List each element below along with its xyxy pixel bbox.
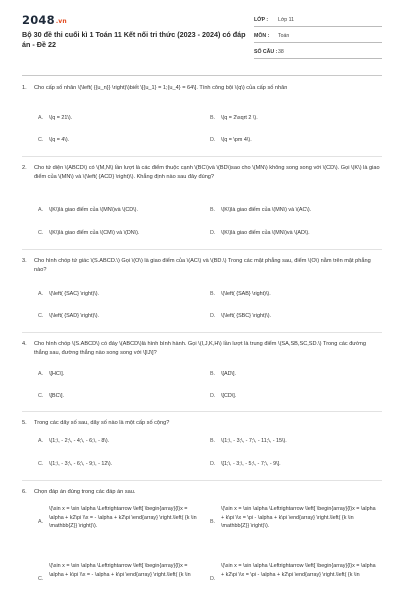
question-stem: Trong các dãy số sau, dãy số nào là một cấp số cộng? <box>34 420 170 426</box>
question-stem: Chọn đáp án đúng trong các đáp án sau. <box>34 489 136 495</box>
question-stem: Cho cấp số nhân \(\left( {{u_n}} \right)\)biết \[{u_1} = 1;{u_4} = 64\]. Tính công bội \(q\) của cấp số nhân <box>34 85 288 91</box>
exam-meta <box>254 13 382 61</box>
site-logo[interactable]: 2048.vn <box>22 13 67 27</box>
question-separator <box>22 480 382 481</box>
question-stem: Cho tứ diện \(ABCD\) có \(M,N\) lần lượt là các điểm thuộc cạnh \(BC\)và \(BD\)sao cho \(MN\) không song song với \(CD\). Gọi \(K\) là giao điểm của \(MN\) và \(\left( {ACD} \right)\). Khẳng định nào sau đây đúng? <box>34 165 380 180</box>
meta-subject: MÔN : Toán <box>254 29 382 45</box>
exam-page: 2048.vn Bộ 30 đề thi cuối kì 1 Toán 11 Kết nối tri thức (2023 - 2024) có đáp án - Đề 22 LỚP : Lớp 11 MÔN : Toán SỐ CÂU : 38 1. Cho cấp số nhân \(\left( {{u_n}} \right)\)biết \[{u_1} = 1;{u_4} = 64\]. Tính công bội \(q\) của cấp số nhân A. \(q = 21\). B. \(q = 2\sqrt 2 \). C. \(q = 4\). D. \(q = \pm 4\). 2. Cho tứ diện \(ABCD\) có \(M,N\) lần lượt là các điểm thuộc cạnh \(BC\)và \(BD\)sao cho \(MN\) không song song với \(CD\). Gọi \(K\) là giao điểm của \(MN\) và \(\left( {ACD} \right)\). Khẳng định nào sau đây đúng? A. \(K\)là giao điểm của \(MN\)và \(CD\). B. \(K\)là giao điểm của \(MN\) và \(AC\). C. \(K\)là giao điểm của \(CM\) và \(DN\). D. \(K\)là giao điểm của \(MN\)và \(AD\). 3. Cho hình chóp tứ giác \(S.ABCD.\) Gọi \(O\) là giao điểm của \(AC\) và \(BD.\) Trong các mặt phẳng sau, điểm \(O\) nằm trên mặt phẳng nào? A. \(\left( {SAC} \right)\). B. \(\left( {SAB} \right)\). C. \(\left( {SAD} \right)\). D. \(\left( {SBC} \right)\). 4. Cho hình chóp \(S.ABCD\) có đáy \(ABCD\)là hình bình hành. Gọi \(I,J,K,H\) lần lượt là trung điểm \(SA,SB,SC,SD.\) Trong các đường thẳng sau, đường thẳng nào song song với \[IJ\]? A. \[HC\]. B. \[AD\]. C. \[BC\]. D. \[CD\]. 5. Trong các dãy số sau, dãy số nào là một cấp số cộng? A. \(1;\, - 2;\, - 4;\, - 6;\, - 8\). B. \(1;\, - 3;\, - 7;\, - 11;\, - 15\). C. \(1;\, - 3;\, - 6;\, - 9;\, - 12\). D. \[1;\, - 3;\, - 5;\, - 7;\, - 9\]. 6. Chọn đáp án đúng trong các đáp án sau. A. \(\sin x = \sin \alpha \Leftrightarrow \left[ \begin{array}{l}x = \alpha + k2\pi \\x = - \alpha + k2\pi \end{array} \right.\left( {k \in \mathbb{Z}} \right)\). B. \(\sin x = \sin \alpha \Leftrightarrow \left[ \begin{array}{l}x = \alpha + k\pi \\x = \pi - \alpha + k\pi \end{array} \right.\left( {k \in \mathbb{Z}} \right)\). C. \(\sin x = \sin \alpha \Leftrightarrow \left[ \begin{array}{l}x = \alpha + k\pi \\x = - \alpha + k\pi \end{array} \right.\left( {k \in D. \(\sin x = \sin \alpha \Leftrightarrow \left[ \begin{array}{l}x = \alpha + k2\pi \\x = \pi - \alpha + k2\pi \end{array} \right.\left( {k \in <box>0 0 400 600</box>
meta-question-count: SỐ CÂU : 38 <box>254 45 382 61</box>
question-stem: Cho hình chóp \(S.ABCD\) có đáy \(ABCD\)là hình bình hành. Gọi \(I,J,K,H\) lần lượt là trung điểm \(SA,SB,SC,SD.\) Trong các đường thẳng sau, đường thẳng nào song song với \[IJ\]? <box>34 341 366 356</box>
question-separator <box>22 156 382 157</box>
question-separator <box>22 332 382 333</box>
question-separator <box>22 411 382 412</box>
question-separator <box>22 249 382 250</box>
header-divider <box>22 75 382 76</box>
question-stem: Cho hình chóp tứ giác \(S.ABCD.\) Gọi \(O\) là giao điểm của \(AC\) và \(BD.\) Trong các mặt phẳng sau, điểm \(O\) nằm trên mặt phẳng nào? <box>34 258 371 273</box>
exam-title: Bộ 30 đề thi cuối kì 1 Toán 11 Kết nối tri thức (2023 - 2024) có đáp án - Đề 22 <box>22 30 246 49</box>
exam-header <box>22 13 382 71</box>
meta-class: LỚP : Lớp 11 <box>254 13 382 29</box>
